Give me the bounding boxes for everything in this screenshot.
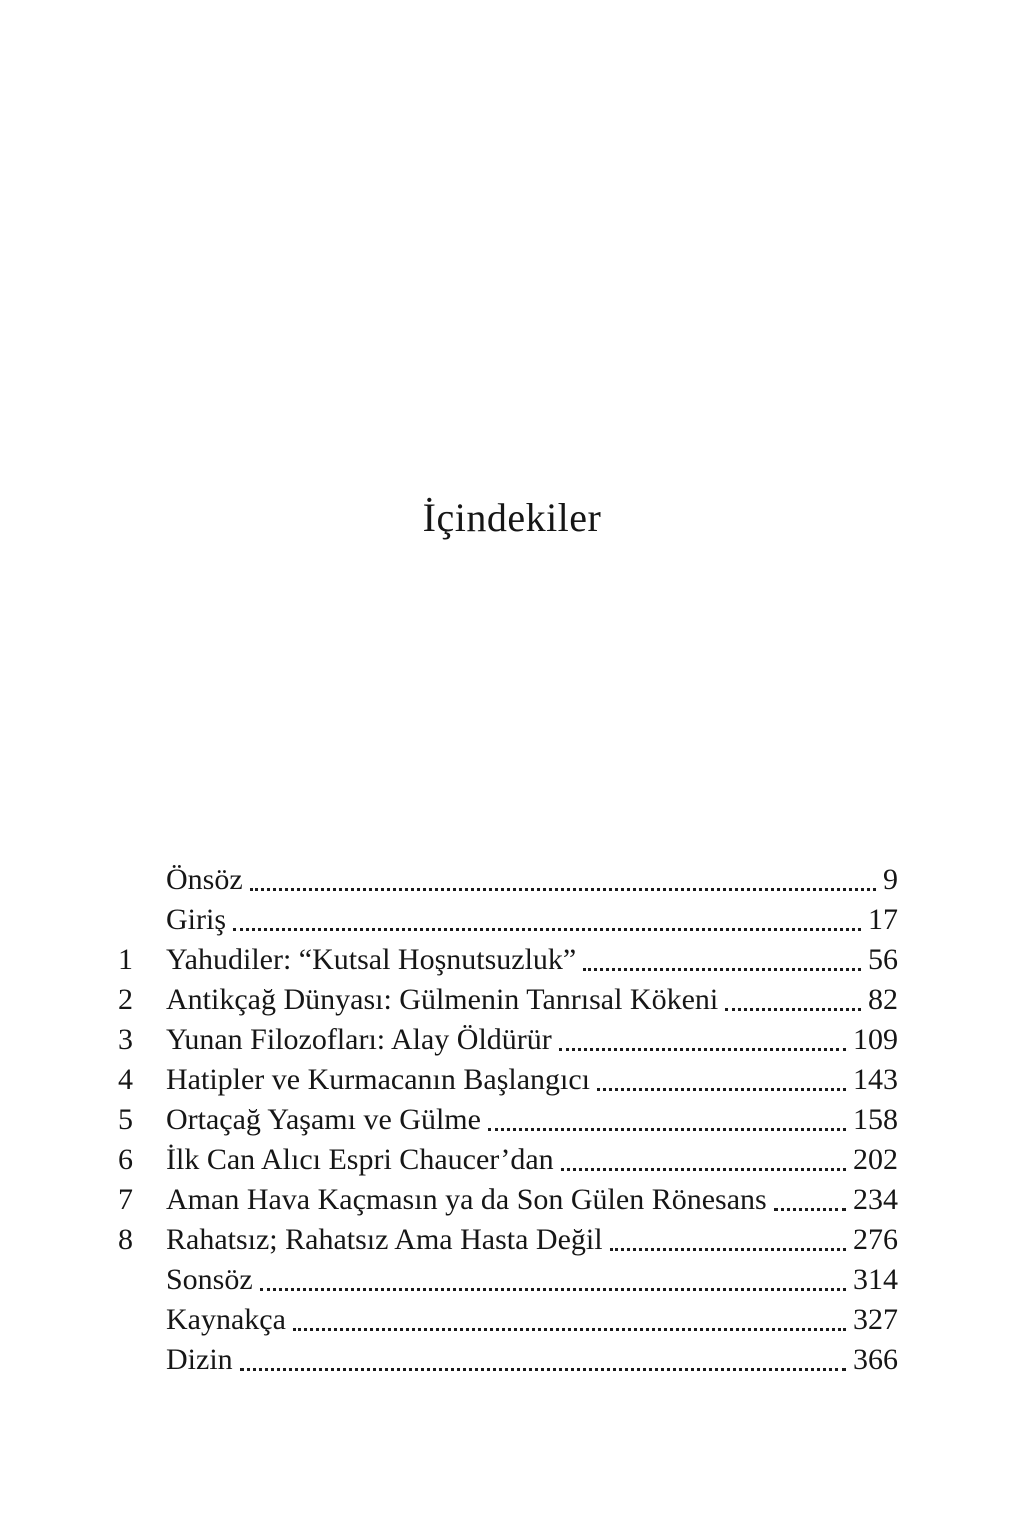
entry-page-number: 314 <box>853 1263 898 1296</box>
entry-page-number: 109 <box>853 1023 898 1056</box>
dot-leader <box>774 1208 846 1211</box>
chapter-number: 2 <box>118 983 133 1016</box>
dot-leader <box>583 968 861 971</box>
entry-title: Ortaçağ Yaşamı ve Gülme <box>166 1103 481 1136</box>
entry-title: Yahudiler: “Kutsal Hoşnutsuzluk” <box>166 943 577 976</box>
dot-leader <box>293 1328 846 1331</box>
dot-leader <box>240 1368 846 1371</box>
entry-title: Aman Hava Kaçmasın ya da Son Gülen Rönesans <box>166 1183 767 1216</box>
dot-leader <box>610 1248 846 1251</box>
dot-leader <box>260 1288 846 1291</box>
entry-page-number: 202 <box>853 1143 898 1176</box>
toc-entry <box>118 940 898 980</box>
dot-leader <box>559 1048 846 1051</box>
toc-entry <box>118 1060 898 1100</box>
entry-title: Antikçağ Dünyası: Gülmenin Tanrısal Kökeni <box>166 983 719 1016</box>
chapter-number: 3 <box>118 1023 133 1056</box>
entry-page-number: 327 <box>853 1303 898 1336</box>
entry-title: Rahatsız; Rahatsız Ama Hasta Değil <box>166 1223 603 1256</box>
toc-entry <box>118 900 898 940</box>
entry-page-number: 82 <box>868 983 898 1016</box>
entry-title: Dizin <box>166 1343 233 1376</box>
toc-entry <box>118 1300 898 1340</box>
dot-leader <box>250 888 876 891</box>
chapter-number: 4 <box>118 1063 133 1096</box>
dot-leader <box>725 1008 861 1011</box>
toc-entry <box>118 1260 898 1300</box>
toc-entry <box>118 1020 898 1060</box>
entry-title: İlk Can Alıcı Espri Chaucer’dan <box>166 1143 554 1176</box>
entry-page-number: 158 <box>853 1103 898 1136</box>
dot-leader <box>488 1128 846 1131</box>
chapter-number: 1 <box>118 943 133 976</box>
chapter-number: 8 <box>118 1223 133 1256</box>
toc-entry <box>118 1180 898 1220</box>
entry-page-number: 9 <box>883 863 898 896</box>
toc-list <box>118 860 898 1380</box>
toc-entry <box>118 1100 898 1140</box>
page-title: İçindekiler <box>422 495 602 540</box>
entry-page-number: 17 <box>868 903 898 936</box>
entry-title: Kaynakça <box>166 1303 286 1336</box>
dot-leader <box>561 1168 846 1171</box>
entry-title: Yunan Filozofları: Alay Öldürür <box>166 1023 552 1056</box>
entry-title: Sonsöz <box>166 1263 253 1296</box>
toc-entry <box>118 1140 898 1180</box>
entry-title: Hatipler ve Kurmacanın Başlangıcı <box>166 1063 591 1096</box>
dot-leader <box>597 1088 846 1091</box>
entry-page-number: 366 <box>853 1343 898 1376</box>
toc-entry <box>118 980 898 1020</box>
entry-page-number: 234 <box>853 1183 898 1216</box>
entry-page-number: 56 <box>868 943 898 976</box>
toc-entry <box>118 860 898 900</box>
chapter-number: 5 <box>118 1103 133 1136</box>
entry-page-number: 276 <box>853 1223 898 1256</box>
chapter-number: 6 <box>118 1143 133 1176</box>
entry-page-number: 143 <box>853 1063 898 1096</box>
toc-entry <box>118 1220 898 1260</box>
dot-leader <box>233 928 861 931</box>
chapter-number: 7 <box>118 1183 133 1216</box>
toc-entry <box>118 1340 898 1380</box>
entry-title: Giriş <box>166 903 226 936</box>
entry-title: Önsöz <box>166 863 243 896</box>
